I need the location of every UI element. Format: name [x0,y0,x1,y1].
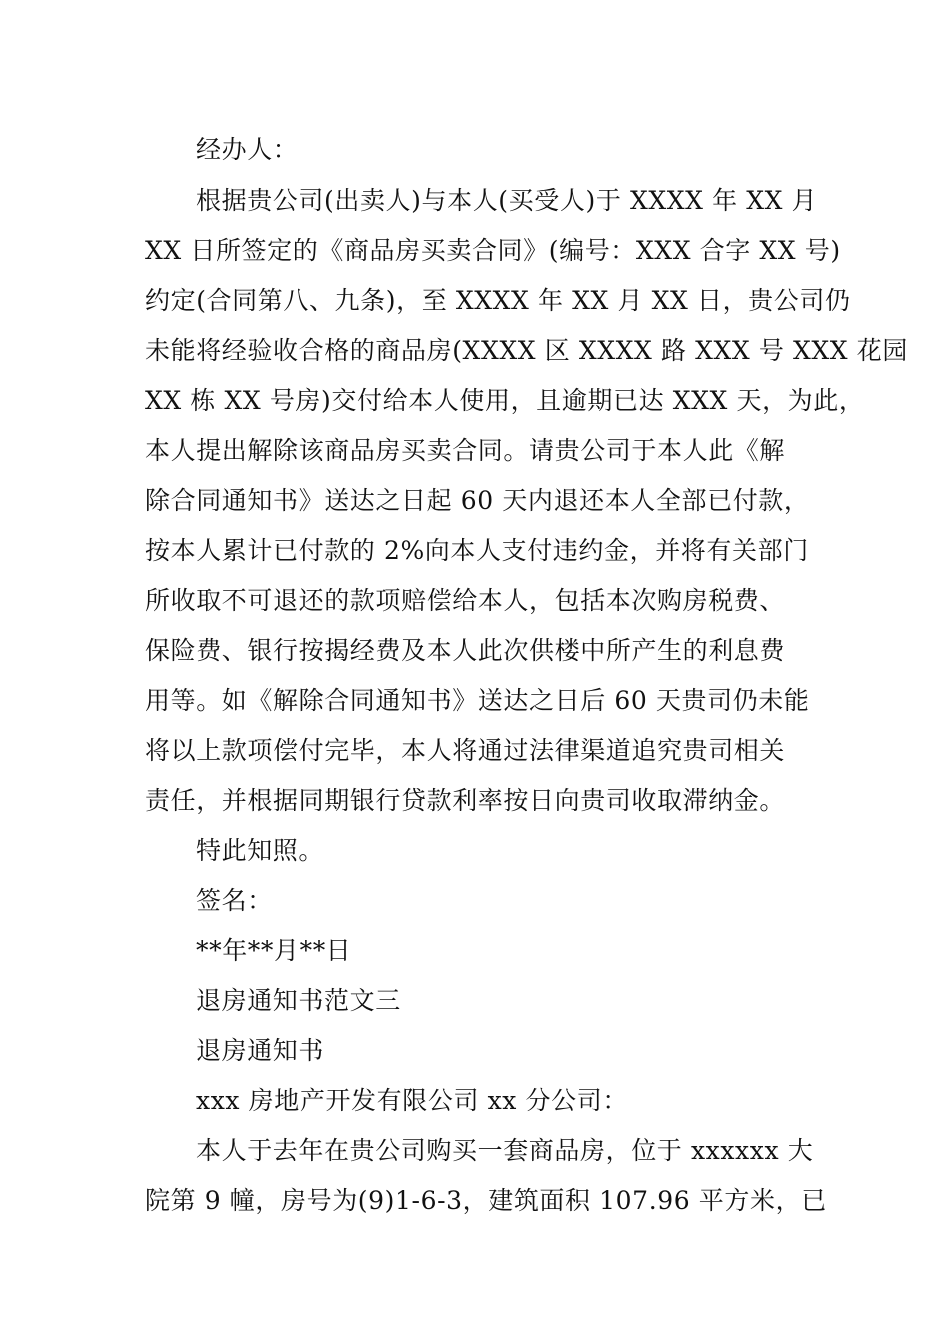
section-heading: 退房通知书范文三 [196,986,401,1015]
body-line-6: 本人提出解除该商品房买卖合同。请贵公司于本人此《解 [145,436,786,465]
handler-label: 经办人： [196,135,299,164]
body-line-8: 按本人累计已付款的 2%向本人支付违约金，并将有关部门 [145,536,809,565]
body2-line-2: 院第 9 幢，房号为(9)1-6-3，建筑面积 107.96 平方米，已 [145,1186,827,1215]
body-line-11: 用等。如《解除合同通知书》送达之日后 60 天贵司仍未能 [145,686,810,715]
notice-title: 退房通知书 [196,1036,325,1065]
body-line-4: 未能将经验收合格的商品房(XXXX 区 XXXX 路 XXX 号 XXX 花园 [145,336,908,365]
body-line-5: XX 栋 XX 号房)交付给本人使用，且逾期已达 XXX 天，为此， [145,386,865,415]
body-line-9: 所收取不可退还的款项赔偿给本人，包括本次购房税费、 [145,586,786,615]
body-line-13: 责任，并根据同期银行贷款利率按日向贵司收取滞纳金。 [145,786,786,815]
body-line-1: 根据贵公司(出卖人)与本人(买受人)于 XXXX 年 XX 月 [196,186,818,215]
body2-line-1: 本人于去年在贵公司购买一套商品房，位于 xxxxxx 大 [196,1136,814,1165]
body-line-10: 保险费、银行按揭经费及本人此次供楼中所产生的利息费 [145,636,786,665]
body-line-12: 将以上款项偿付完毕，本人将通过法律渠道追究贵司相关 [145,736,786,765]
signature-label: 签名： [196,886,273,915]
body-line-3: 约定(合同第八、九条)，至 XXXX 年 XX 月 XX 日，贵公司仍 [145,286,851,315]
closing-phrase: 特此知照。 [196,836,325,865]
body-line-7: 除合同通知书》送达之日起 60 天内退还本人全部已付款， [145,486,810,515]
addressee: xxx 房地产开发有限公司 xx 分公司： [196,1086,628,1115]
date-line: **年**月**日 [196,936,352,965]
body-line-2: XX 日所签定的《商品房买卖合同》(编号：XXX 合字 XX 号) [145,236,841,265]
